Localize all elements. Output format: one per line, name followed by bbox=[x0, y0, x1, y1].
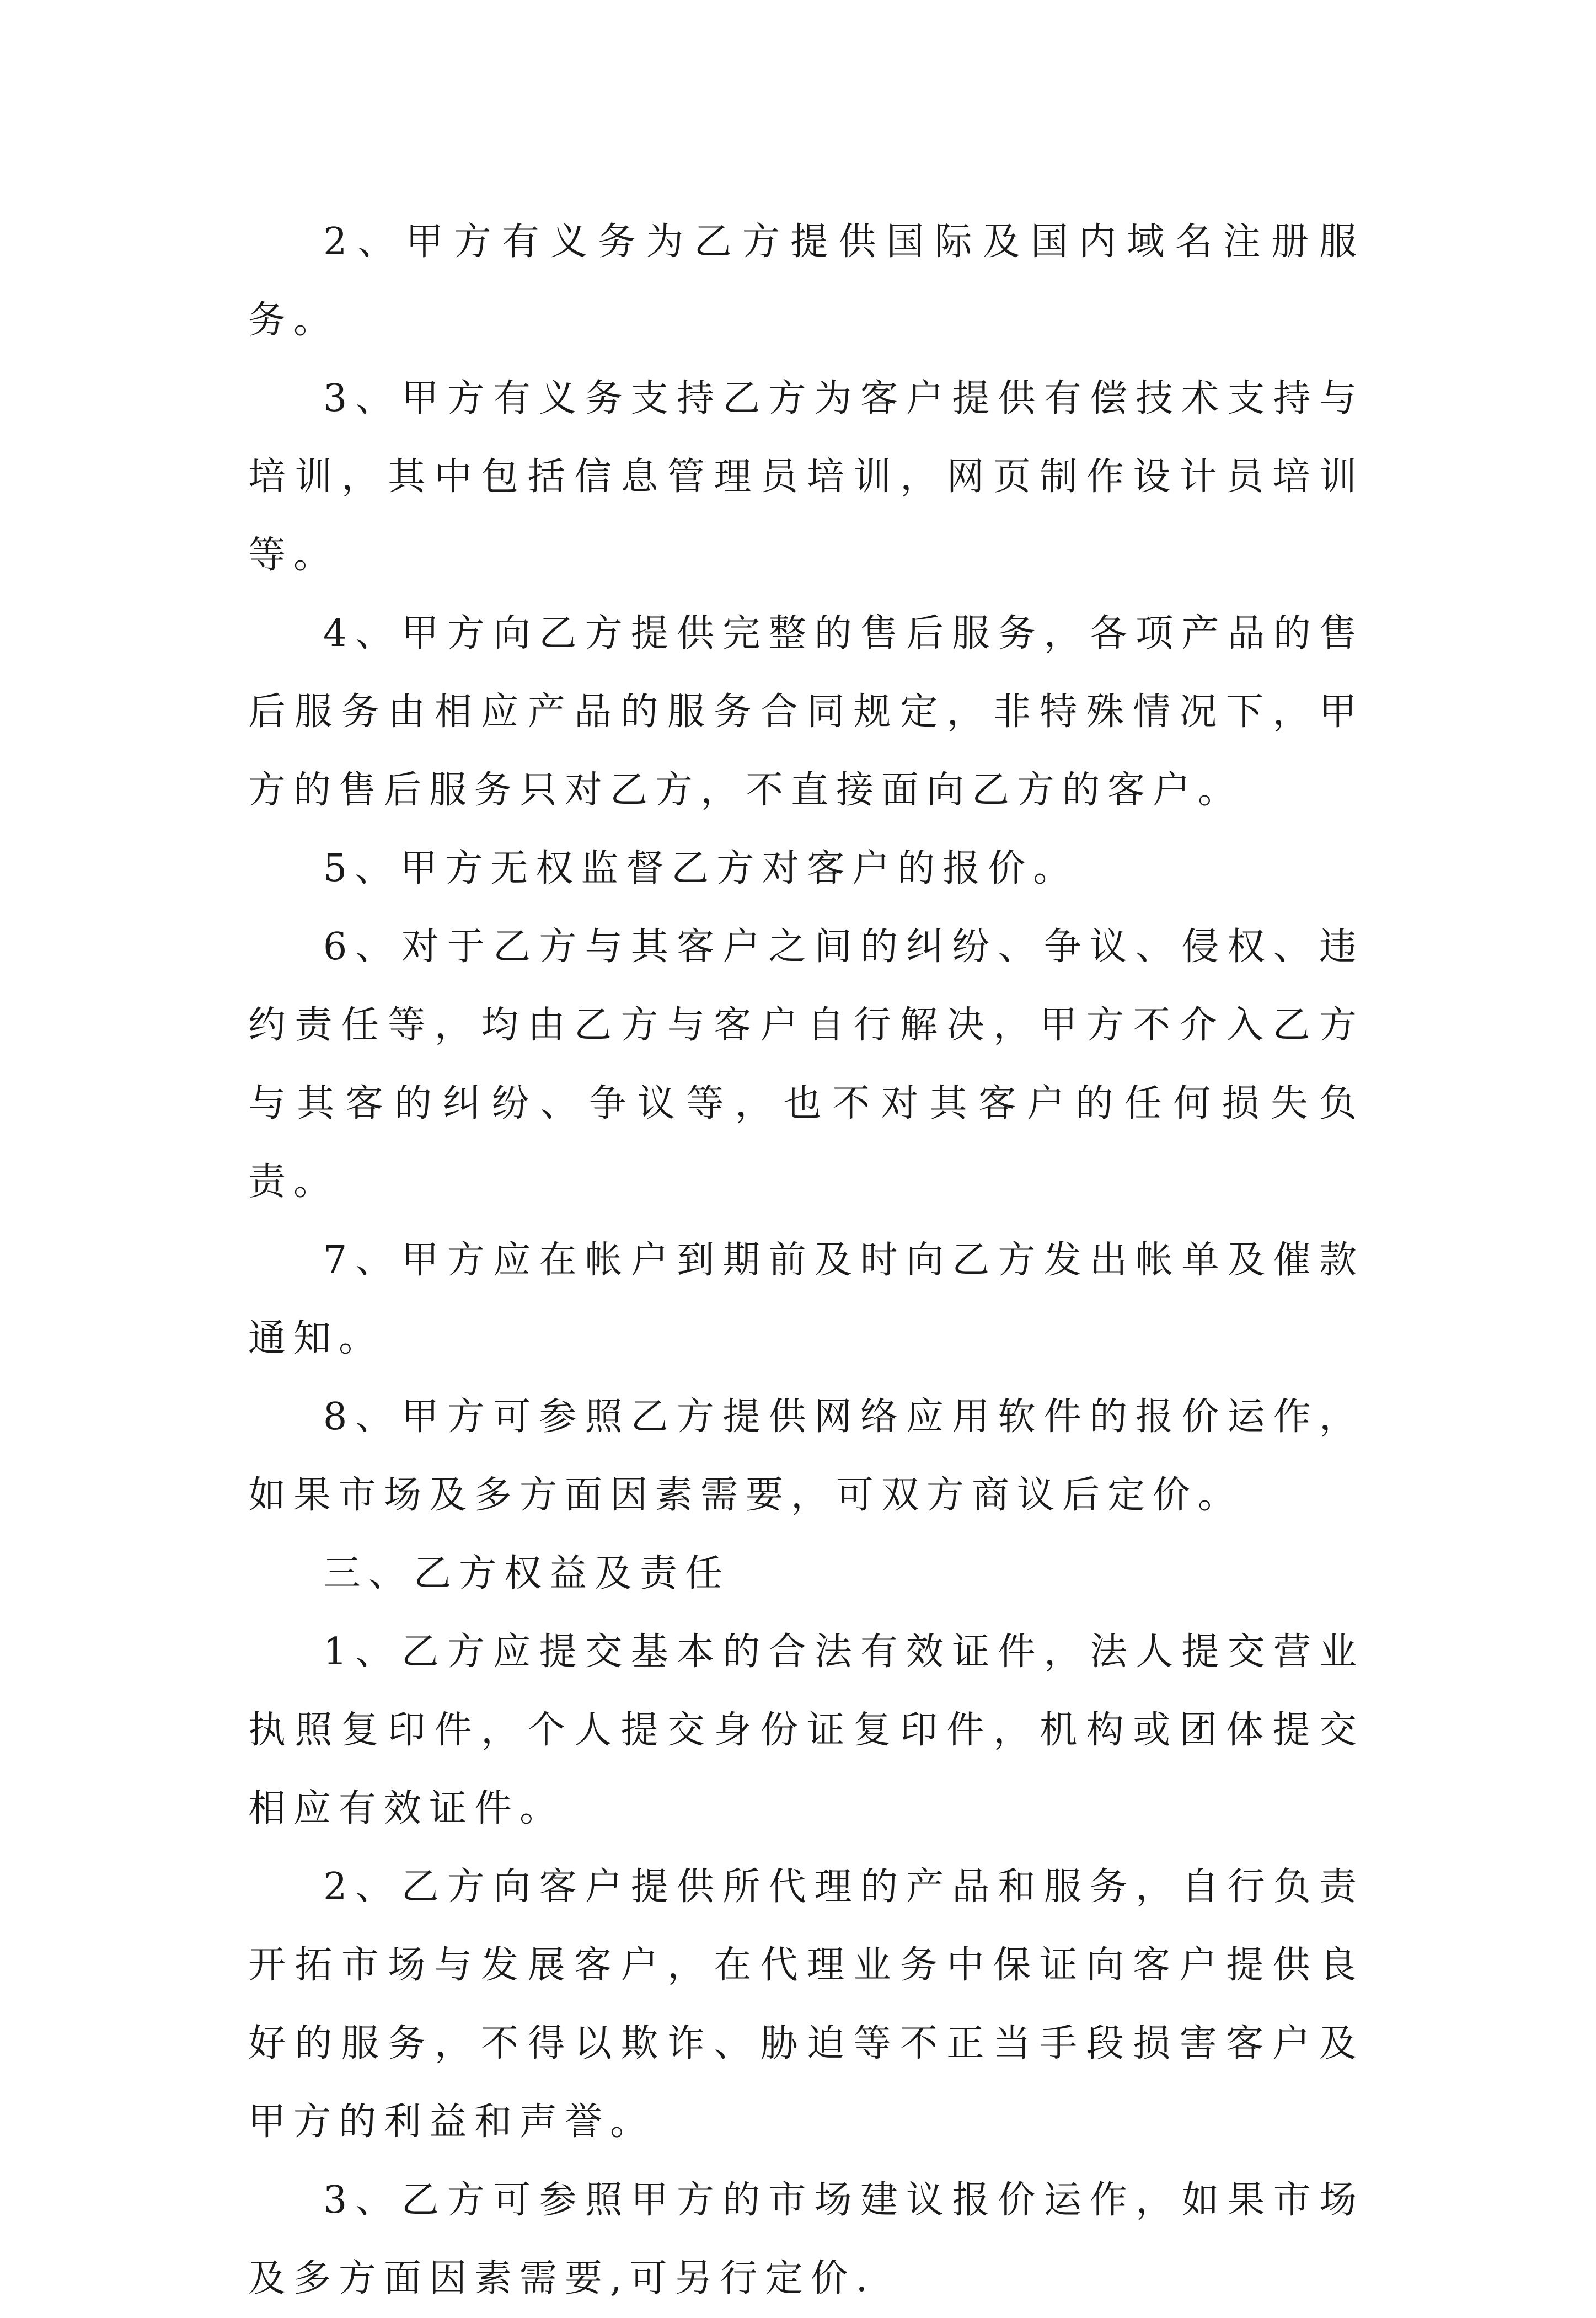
clause-b1-valid-documents: 1、乙方应提交基本的合法有效证件，法人提交营业执照复印件，个人提交身份证复印件，机构或团体提交相应有效证件。 bbox=[248, 1630, 1364, 1830]
clause-a2-domain-registration: 2、甲方有义务为乙方提供国际及国内域名注册服务。 bbox=[248, 220, 1364, 342]
clause-b2-market-development: 2、乙方向客户提供所代理的产品和服务，自行负责开拓市场与发展客户，在代理业务中保证向客户提供良好的服务，不得以欺诈、胁迫等不正当手段损害客户及甲方的利益和声誉。 bbox=[248, 1865, 1364, 2144]
clause-a5-no-price-supervision: 5、甲方无权监督乙方对客户的报价。 bbox=[323, 847, 1079, 890]
clause-a7-billing-notice: 7、甲方应在帐户到期前及时向乙方发出帐单及催款通知。 bbox=[248, 1238, 1364, 1360]
clause-b3-pricing-reference: 3、乙方可参照甲方的市场建议报价运作，如果市场及多方面因素需要,可另行定价. bbox=[248, 2178, 1364, 2300]
document-body bbox=[248, 203, 1364, 2318]
section-heading-party-b-rights: 三、乙方权益及责任 bbox=[323, 1552, 731, 1595]
clause-a4-after-sales-service: 4、甲方向乙方提供完整的售后服务，各项产品的售后服务由相应产品的服务合同规定，非特殊情况下，甲方的售后服务只对乙方，不直接面向乙方的客户。 bbox=[248, 612, 1364, 812]
clause-a8-pricing-reference: 8、甲方可参照乙方提供网络应用软件的报价运作，如果市场及多方面因素需要，可双方商议后定价。 bbox=[248, 1395, 1364, 1517]
clause-a6-dispute-liability: 6、对于乙方与其客户之间的纠纷、争议、侵权、违约责任等，均由乙方与客户自行解决，甲方不介入乙方与其客的纠纷、争议等，也不对其客户的任何损失负责。 bbox=[248, 925, 1364, 1204]
clause-a3-technical-support-training: 3、甲方有义务支持乙方为客户提供有偿技术支持与培训，其中包括信息管理员培训，网页制作设计员培训等。 bbox=[248, 377, 1364, 577]
